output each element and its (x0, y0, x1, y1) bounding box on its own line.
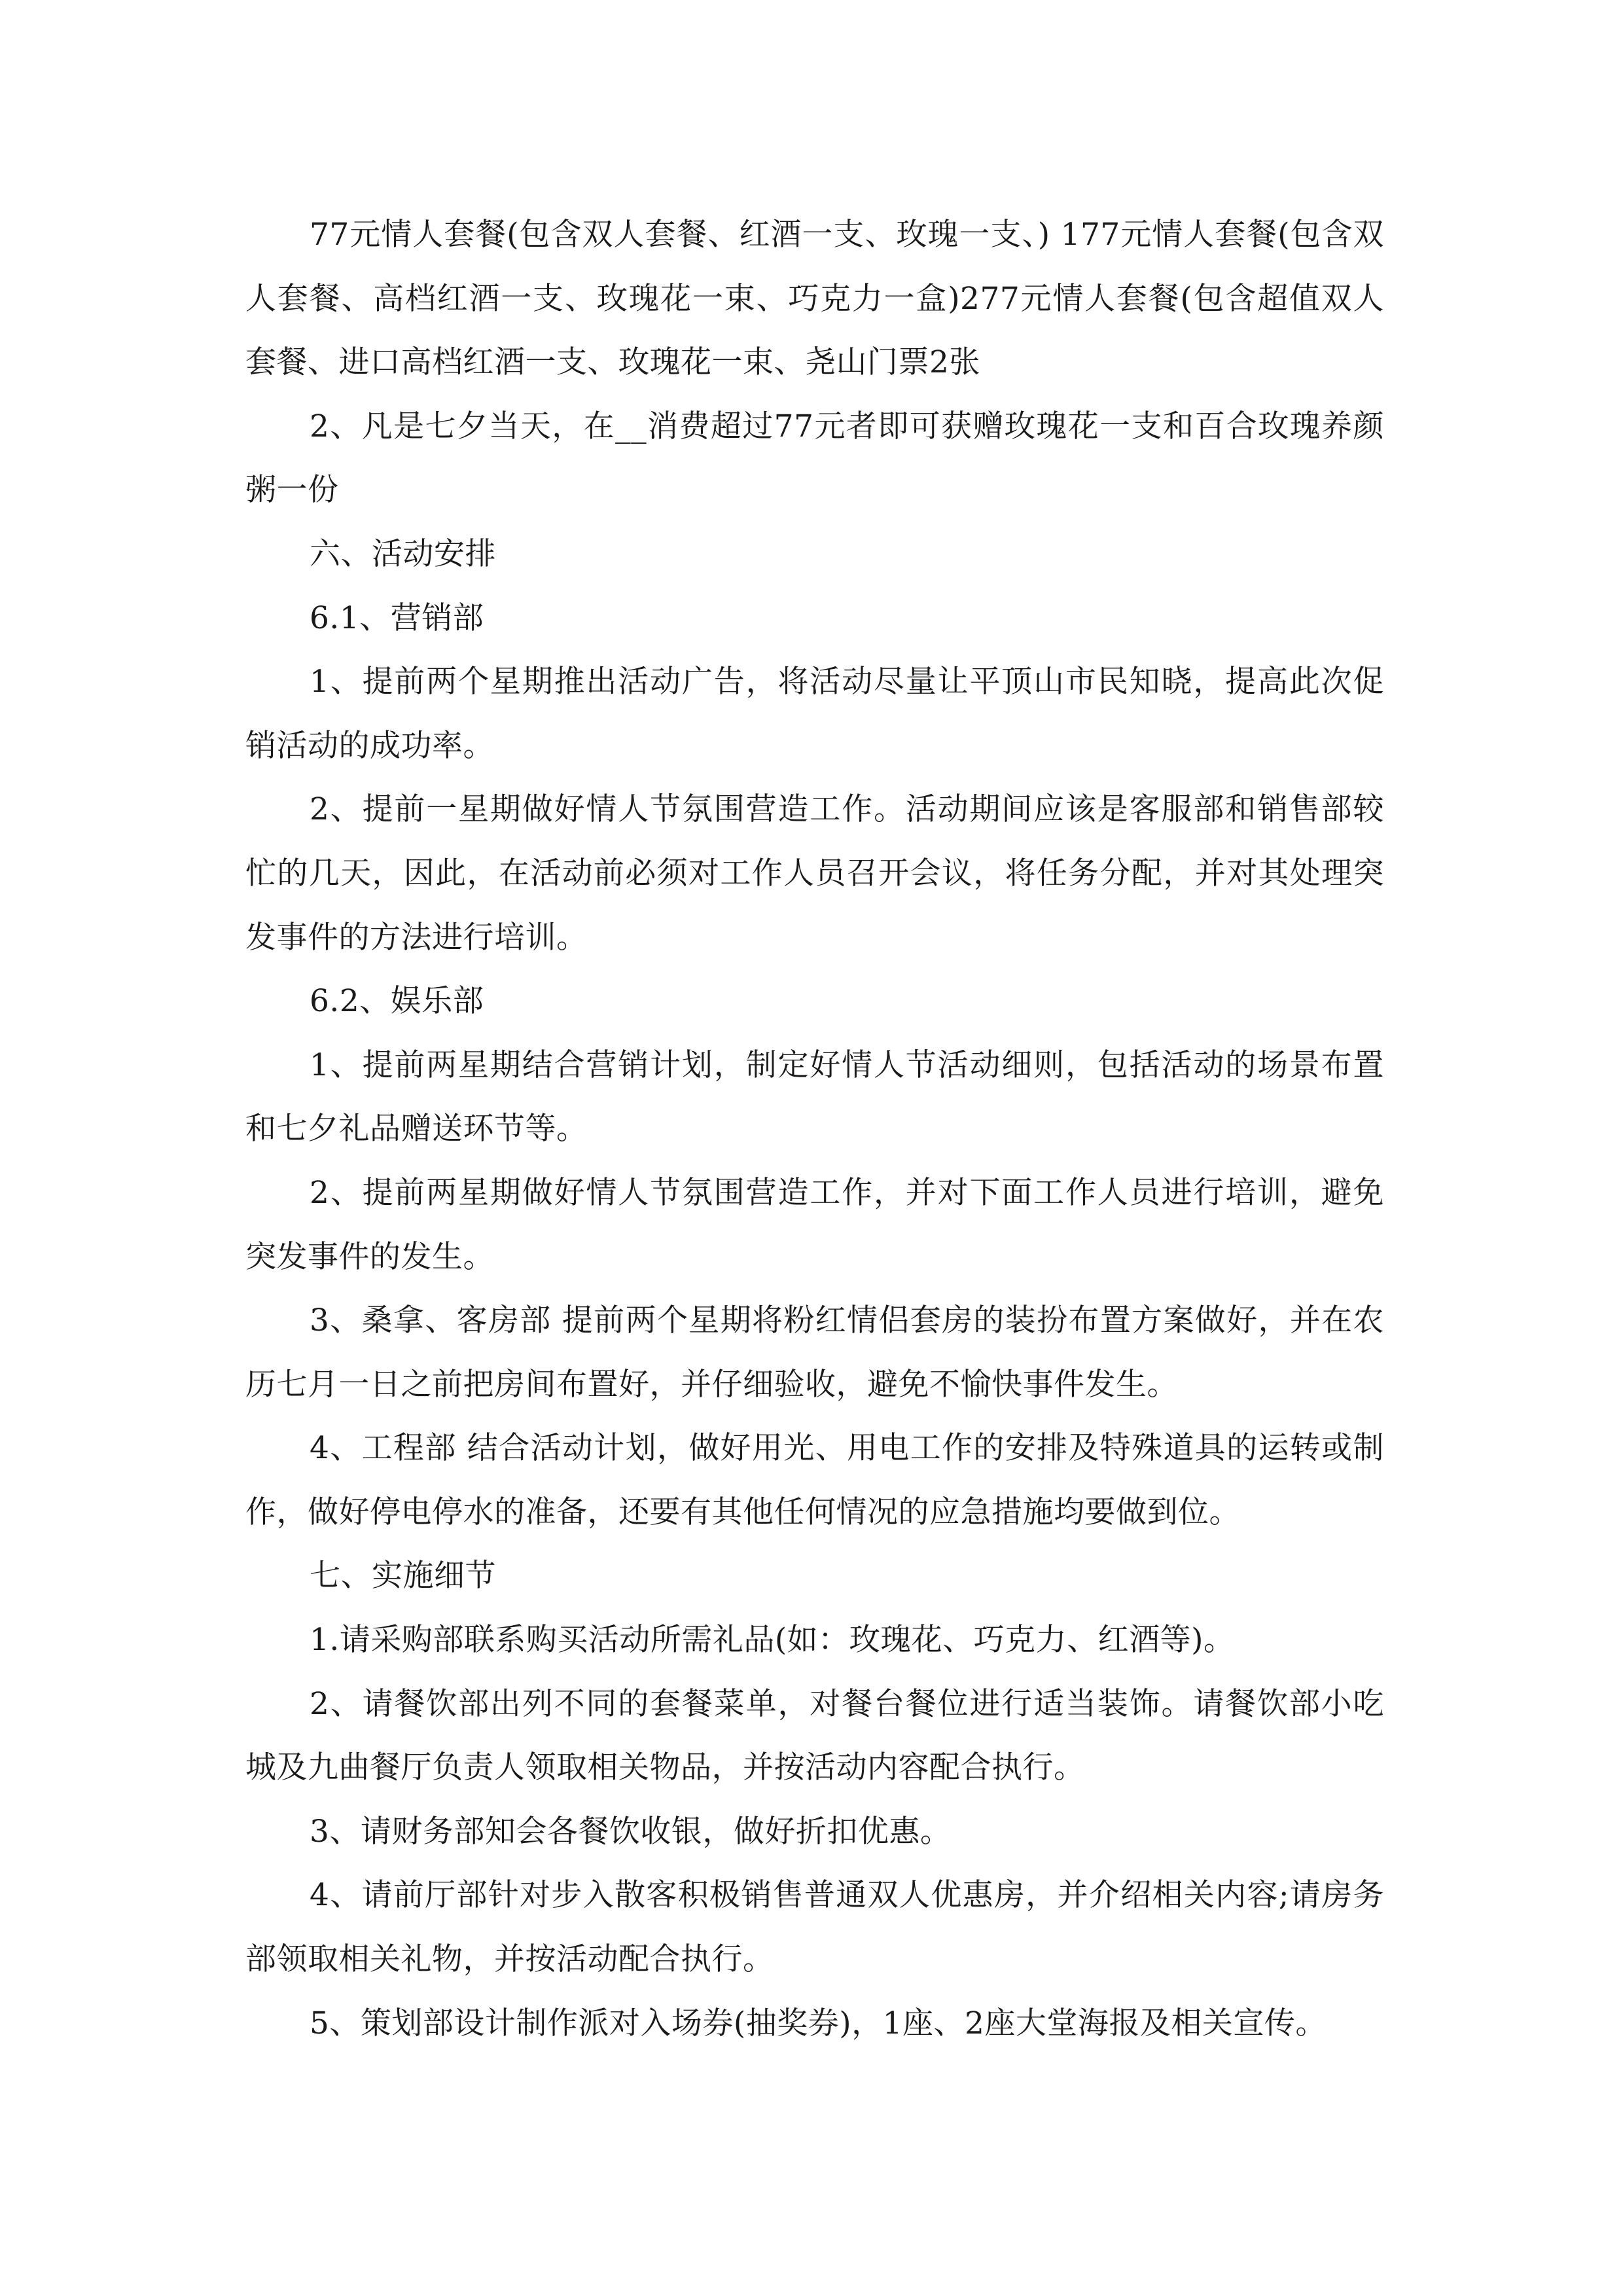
entertainment-item-4: 4、工程部 结合活动计划，做好用光、用电工作的安排及特殊道具的运转或制作，做好停电停水的准备，还要有其他任何情况的应急措施均要做到位。 (245, 1430, 1384, 1530)
implementation-item-2: 2、请餐饮部出列不同的套餐菜单，对餐台餐位进行适当装饰。请餐饮部小吃城及九曲餐厅负责人领取相关物品，并按活动内容配合执行。 (245, 1685, 1384, 1786)
section-heading-activity-arrangement: 六、活动安排 (310, 535, 496, 572)
entertainment-item-2: 2、提前两星期做好情人节氛围营造工作，并对下面工作人员进行培训，避免突发事件的发生。 (245, 1174, 1384, 1275)
marketing-item-2: 2、提前一星期做好情人节氛围营造工作。活动期间应该是客服部和销售部较忙的几天，因此，在活动前必须对工作人员召开会议，将任务分配，并对其处理突发事件的方法进行培训。 (245, 791, 1384, 956)
subsection-heading-marketing: 6.1、营销部 (310, 600, 484, 636)
entertainment-item-3: 3、桑拿、客房部 提前两个星期将粉红情侣套房的装扮布置方案做好，并在农历七月一日之前把房间布置好，并仔细验收，避免不愉快事件发生。 (245, 1302, 1384, 1403)
implementation-item-4: 4、请前厅部针对步入散客积极销售普通双人优惠房，并介绍相关内容;请房务部领取相关礼物，并按活动配合执行。 (245, 1877, 1384, 1978)
implementation-item-5: 5、策划部设计制作派对入场券(抽奖券)，1座、2座大堂海报及相关宣传。 (310, 2005, 1327, 2041)
section-heading-implementation-details: 七、实施细节 (310, 1558, 496, 1594)
implementation-item-3: 3、请财务部知会各餐饮收银，做好折扣优惠。 (310, 1813, 952, 1850)
subsection-heading-entertainment: 6.2、娱乐部 (310, 983, 484, 1020)
qixi-gift-paragraph: 2、凡是七夕当天，在__消费超过77元者即可获赠玫瑰花一支和百合玫瑰养颜粥一份 (245, 408, 1384, 509)
document-page (245, 203, 1384, 2055)
package-list-paragraph: 77元情人套餐(包含双人套餐、红酒一支、玫瑰一支、) 177元情人套餐(包含双人套餐、高档红酒一支、玫瑰花一束、巧克力一盒)277元情人套餐(包含超值双人套餐、进口高档红酒一支、玫瑰花一束、尧山门票2张 (245, 217, 1384, 381)
entertainment-item-1: 1、提前两星期结合营销计划，制定好情人节活动细则，包括活动的场景布置和七夕礼品赠送环节等。 (245, 1047, 1384, 1147)
marketing-item-1: 1、提前两个星期推出活动广告，将活动尽量让平顶山市民知晓，提高此次促销活动的成功率。 (245, 664, 1384, 764)
implementation-item-1: 1.请采购部联系购买活动所需礼品(如：玫瑰花、巧克力、红酒等)。 (310, 1622, 1235, 1659)
